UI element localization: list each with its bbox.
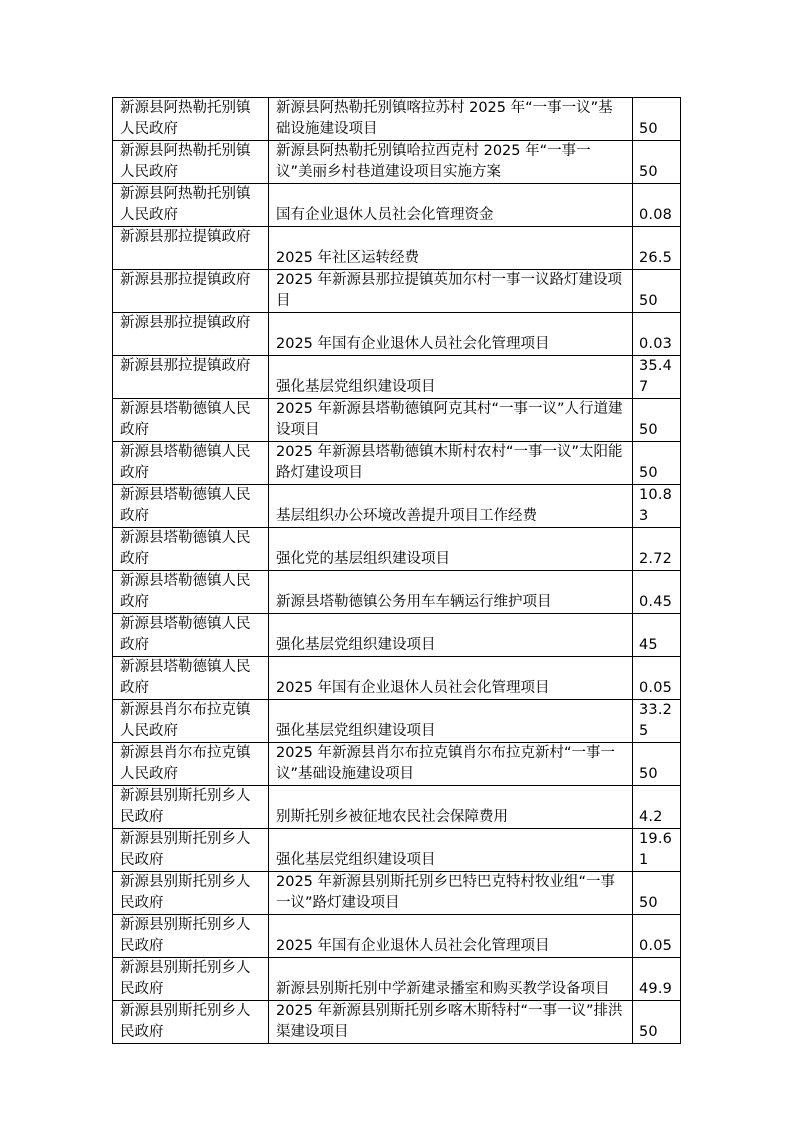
- unit-cell: [113, 657, 269, 700]
- amount-cell-text: 50: [639, 422, 658, 438]
- amount-cell-text: 50: [639, 121, 658, 137]
- amount-cell: [633, 700, 681, 743]
- amount-cell: [633, 958, 681, 1001]
- amount-cell-text: 10.83: [639, 487, 673, 524]
- project-cell-text: 2025 年新源县塔勒德镇阿克其村“一事一议”人行道建设项目: [276, 401, 623, 438]
- project-cell-text: 2025 年新源县肖尔布拉克镇肖尔布拉克新村“一事一议”基础设施建设项目: [276, 745, 616, 782]
- unit-cell-text: 新源县那拉提镇政府: [120, 272, 251, 288]
- unit-cell: [113, 872, 269, 915]
- unit-cell-text: 新源县别斯托别乡人民政府: [120, 917, 251, 954]
- unit-cell-text: 新源县别斯托别乡人民政府: [120, 1003, 251, 1040]
- budget-table: [112, 97, 681, 1044]
- project-cell-text: 别斯托别乡被征地农民社会保障费用: [276, 809, 508, 825]
- table-row: [113, 786, 681, 829]
- project-cell-text: 2025 年新源县别斯托别乡巴特巴克特村牧业组“一事一议”路灯建设项目: [276, 874, 616, 911]
- unit-cell-text: 新源县别斯托别乡人民政府: [120, 788, 251, 825]
- amount-cell-text: 50: [639, 895, 658, 911]
- amount-cell-text: 35.47: [639, 358, 673, 395]
- unit-cell: [113, 141, 269, 184]
- unit-cell: [113, 313, 269, 356]
- project-cell: [269, 829, 633, 872]
- project-cell: [269, 528, 633, 571]
- project-cell: [269, 872, 633, 915]
- unit-cell: [113, 399, 269, 442]
- amount-cell-text: 0.03: [639, 336, 673, 352]
- table-row: [113, 184, 681, 227]
- amount-cell-text: 33.25: [639, 702, 673, 739]
- project-cell: [269, 98, 633, 141]
- unit-cell-text: 新源县阿热勒托别镇人民政府: [120, 100, 251, 137]
- unit-cell: [113, 915, 269, 958]
- table-row: [113, 1001, 681, 1044]
- amount-cell: [633, 657, 681, 700]
- project-cell: [269, 184, 633, 227]
- unit-cell: [113, 485, 269, 528]
- amount-cell: [633, 141, 681, 184]
- project-cell: [269, 1001, 633, 1044]
- table-row: [113, 442, 681, 485]
- table-row: [113, 141, 681, 184]
- project-cell: [269, 915, 633, 958]
- project-cell: [269, 227, 633, 270]
- amount-cell-text: 26.5: [639, 250, 673, 266]
- amount-cell: [633, 270, 681, 313]
- project-cell: [269, 313, 633, 356]
- amount-cell: [633, 528, 681, 571]
- unit-cell-text: 新源县塔勒德镇人民政府: [120, 616, 251, 653]
- unit-cell-text: 新源县别斯托别乡人民政府: [120, 831, 251, 868]
- unit-cell-text: 新源县塔勒德镇人民政府: [120, 444, 251, 481]
- project-cell-text: 强化基层党组织建设项目: [276, 852, 436, 868]
- project-cell: [269, 141, 633, 184]
- unit-cell-text: 新源县塔勒德镇人民政府: [120, 573, 251, 610]
- table-row: [113, 399, 681, 442]
- project-cell-text: 2025 年新源县那拉提镇英加尔村一事一议路灯建设项目: [276, 272, 623, 309]
- table-row: [113, 829, 681, 872]
- project-cell-text: 强化党的基层组织建设项目: [276, 551, 450, 567]
- project-cell-text: 强化基层党组织建设项目: [276, 637, 436, 653]
- amount-cell-text: 0.45: [639, 594, 673, 610]
- amount-cell-text: 2.72: [639, 551, 673, 567]
- unit-cell-text: 新源县那拉提镇政府: [120, 229, 251, 245]
- amount-cell: [633, 743, 681, 786]
- amount-cell-text: 50: [639, 1024, 658, 1040]
- project-cell-text: 新源县阿热勒托别镇喀拉苏村 2025 年“一事一议”基础设施建设项目: [276, 100, 613, 137]
- project-cell: [269, 743, 633, 786]
- project-cell: [269, 399, 633, 442]
- project-cell-text: 2025 年新源县塔勒德镇木斯村农村“一事一议”太阳能路灯建设项目: [276, 444, 623, 481]
- amount-cell-text: 50: [639, 465, 658, 481]
- amount-cell: [633, 786, 681, 829]
- project-cell-text: 2025 年新源县别斯托别乡喀木斯特村“一事一议”排洪渠建设项目: [276, 1003, 623, 1040]
- unit-cell: [113, 528, 269, 571]
- table-row: [113, 743, 681, 786]
- unit-cell-text: 新源县别斯托别乡人民政府: [120, 874, 251, 911]
- amount-cell-text: 4.2: [639, 809, 663, 825]
- unit-cell: [113, 614, 269, 657]
- table-row: [113, 872, 681, 915]
- unit-cell-text: 新源县那拉提镇政府: [120, 358, 251, 374]
- project-cell-text: 新源县别斯托别中学新建录播室和购买教学设备项目: [276, 981, 610, 997]
- amount-cell: [633, 442, 681, 485]
- amount-cell-text: 45: [639, 637, 658, 653]
- project-cell-text: 2025 年国有企业退休人员社会化管理项目: [276, 336, 550, 352]
- table-row: [113, 313, 681, 356]
- project-cell-text: 新源县塔勒德镇公务用车车辆运行维护项目: [276, 594, 552, 610]
- unit-cell: [113, 356, 269, 399]
- amount-cell: [633, 399, 681, 442]
- table-row: [113, 356, 681, 399]
- project-cell: [269, 700, 633, 743]
- project-cell-text: 强化基层党组织建设项目: [276, 723, 436, 739]
- project-cell: [269, 485, 633, 528]
- amount-cell: [633, 915, 681, 958]
- table-row: [113, 528, 681, 571]
- amount-cell-text: 0.08: [639, 207, 673, 223]
- unit-cell-text: 新源县别斯托别乡人民政府: [120, 960, 251, 997]
- amount-cell: [633, 571, 681, 614]
- amount-cell: [633, 184, 681, 227]
- project-cell-text: 2025 年国有企业退休人员社会化管理项目: [276, 938, 550, 954]
- project-cell-text: 新源县阿热勒托别镇哈拉西克村 2025 年“一事一议”美丽乡村巷道建设项目实施方案: [276, 143, 591, 180]
- project-cell: [269, 442, 633, 485]
- project-cell: [269, 657, 633, 700]
- project-cell: [269, 356, 633, 399]
- amount-cell: [633, 829, 681, 872]
- amount-cell-text: 49.9: [639, 981, 673, 997]
- unit-cell-text: 新源县塔勒德镇人民政府: [120, 487, 251, 524]
- amount-cell: [633, 1001, 681, 1044]
- unit-cell-text: 新源县塔勒德镇人民政府: [120, 401, 251, 438]
- unit-cell: [113, 958, 269, 1001]
- unit-cell: [113, 743, 269, 786]
- unit-cell-text: 新源县塔勒德镇人民政府: [120, 659, 251, 696]
- amount-cell: [633, 872, 681, 915]
- project-cell: [269, 270, 633, 313]
- unit-cell-text: 新源县塔勒德镇人民政府: [120, 530, 251, 567]
- amount-cell-text: 0.05: [639, 938, 673, 954]
- project-cell-text: 强化基层党组织建设项目: [276, 379, 436, 395]
- table-row: [113, 571, 681, 614]
- unit-cell: [113, 829, 269, 872]
- project-cell-text: 2025 年社区运转经费: [276, 250, 420, 266]
- amount-cell: [633, 614, 681, 657]
- project-cell: [269, 958, 633, 1001]
- table-row: [113, 958, 681, 1001]
- project-cell: [269, 614, 633, 657]
- unit-cell: [113, 442, 269, 485]
- amount-cell-text: 50: [639, 293, 658, 309]
- unit-cell-text: 新源县阿热勒托别镇人民政府: [120, 143, 251, 180]
- table-row: [113, 98, 681, 141]
- amount-cell-text: 50: [639, 164, 658, 180]
- table-row: [113, 614, 681, 657]
- unit-cell: [113, 786, 269, 829]
- unit-cell-text: 新源县阿热勒托别镇人民政府: [120, 186, 251, 223]
- table-row: [113, 700, 681, 743]
- amount-cell: [633, 227, 681, 270]
- unit-cell-text: 新源县肖尔布拉克镇人民政府: [120, 702, 251, 739]
- project-cell-text: 2025 年国有企业退休人员社会化管理项目: [276, 680, 550, 696]
- unit-cell: [113, 571, 269, 614]
- amount-cell-text: 50: [639, 766, 658, 782]
- unit-cell: [113, 184, 269, 227]
- table-row: [113, 270, 681, 313]
- table-body: [113, 98, 681, 1044]
- amount-cell: [633, 313, 681, 356]
- table-row: [113, 657, 681, 700]
- amount-cell: [633, 485, 681, 528]
- unit-cell: [113, 1001, 269, 1044]
- table-row: [113, 227, 681, 270]
- unit-cell-text: 新源县肖尔布拉克镇人民政府: [120, 745, 251, 782]
- table-row: [113, 915, 681, 958]
- project-cell-text: 国有企业退休人员社会化管理资金: [276, 207, 494, 223]
- amount-cell: [633, 98, 681, 141]
- unit-cell-text: 新源县那拉提镇政府: [120, 315, 251, 331]
- project-cell: [269, 571, 633, 614]
- amount-cell-text: 0.05: [639, 680, 673, 696]
- unit-cell: [113, 227, 269, 270]
- project-cell: [269, 786, 633, 829]
- unit-cell: [113, 98, 269, 141]
- amount-cell-text: 19.61: [639, 831, 673, 868]
- project-cell-text: 基层组织办公环境改善提升项目工作经费: [276, 508, 537, 524]
- table-row: [113, 485, 681, 528]
- amount-cell: [633, 356, 681, 399]
- unit-cell: [113, 270, 269, 313]
- unit-cell: [113, 700, 269, 743]
